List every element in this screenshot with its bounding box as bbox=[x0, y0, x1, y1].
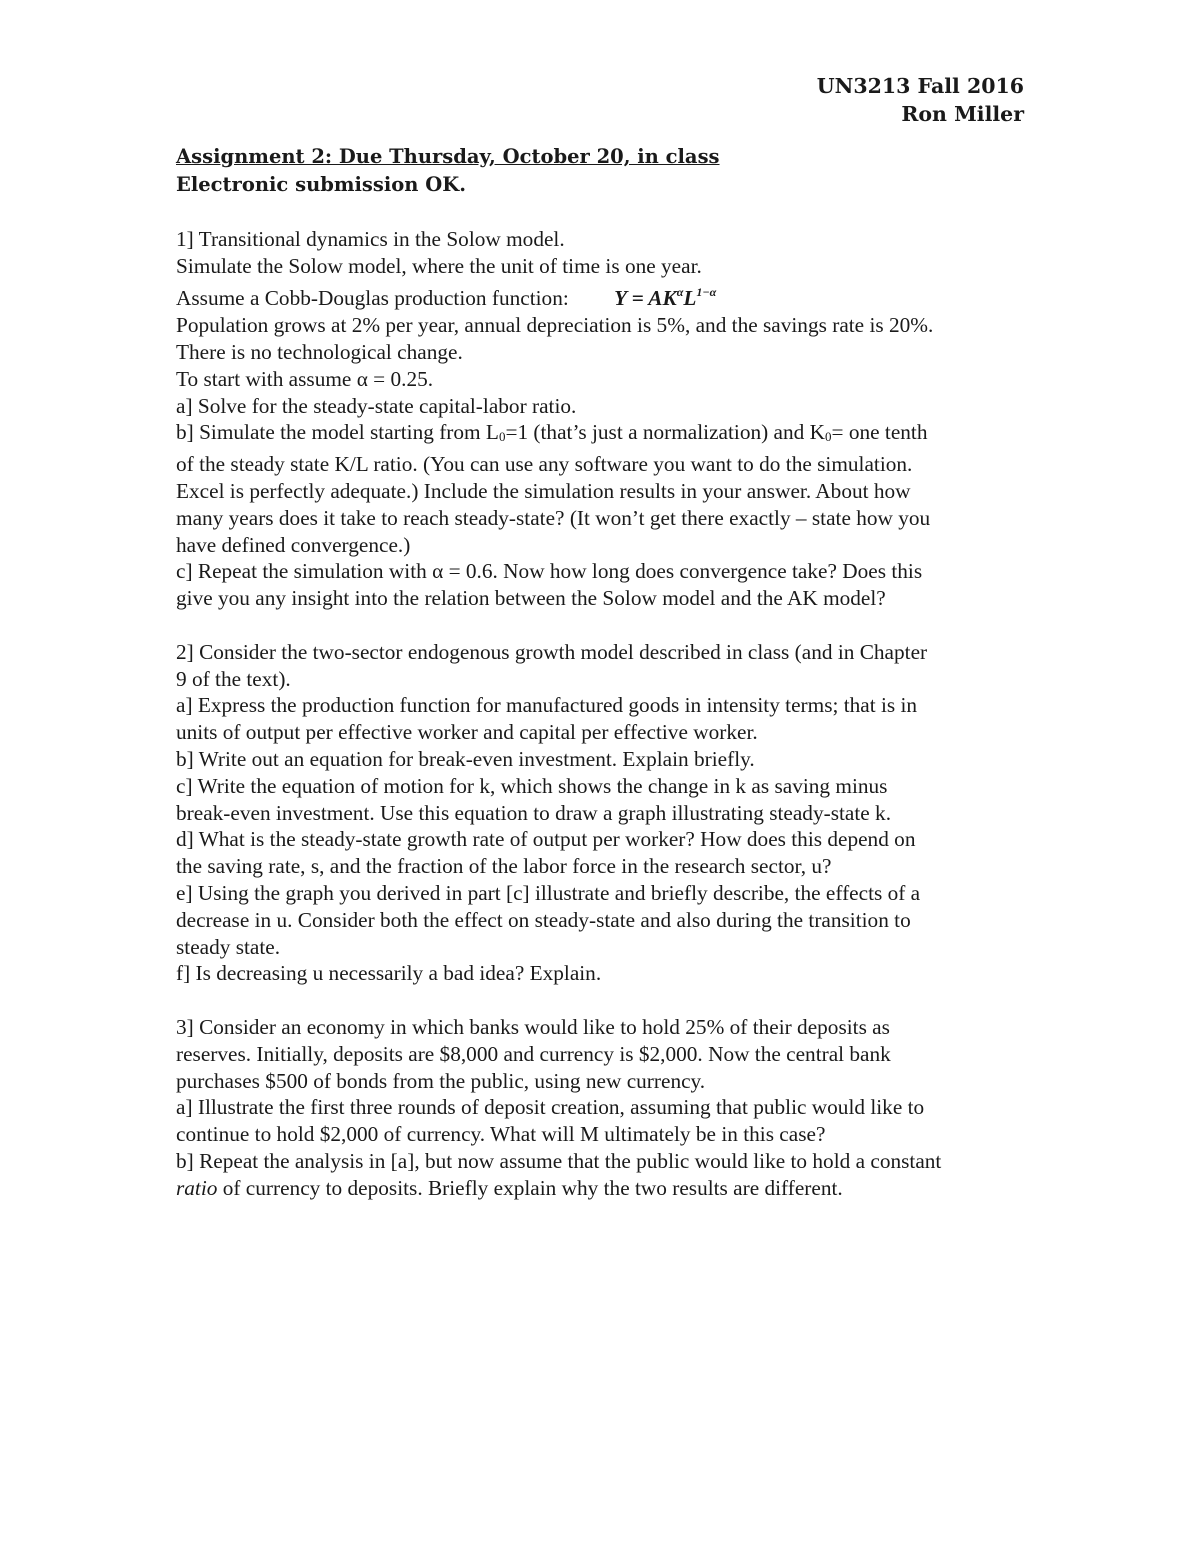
q2-part-f: f] Is decreasing u necessarily a bad idea? Explain. bbox=[176, 961, 602, 986]
q1-line: Population grows at 2% per year, annual depreciation is 5%, and the savings rate is 20%. bbox=[176, 313, 934, 338]
q3-line: purchases $500 of bonds from the public, using new currency. bbox=[176, 1068, 706, 1093]
q1-line: many years does it take to reach steady-state? (It won’t get there exactly – state how you bbox=[176, 505, 931, 530]
q2-line: break-even investment. Use this equation to draw a graph illustrating steady-state k. bbox=[176, 800, 892, 825]
q2-line: 9 of the text). bbox=[176, 666, 291, 691]
q2-part-b: b] Write out an equation for break-even investment. Explain briefly. bbox=[176, 746, 755, 771]
emphasis-ratio: ratio bbox=[176, 1175, 218, 1200]
subscript: 0 bbox=[498, 429, 506, 445]
q1-part-c: c] Repeat the simulation with α = 0.6. Now how long does convergence take? Does this bbox=[176, 559, 923, 584]
q1-line: of the steady state K/L ratio. (You can use any software you want to do the simulation. bbox=[176, 452, 913, 477]
course-label: UN3213 Fall 2016 bbox=[816, 74, 1024, 98]
assignment-title: Assignment 2: Due Thursday, October 20, in class bbox=[176, 145, 720, 168]
q1-formula-line bbox=[176, 279, 1036, 312]
submission-note: Electronic submission OK. bbox=[176, 173, 466, 196]
spacer bbox=[176, 612, 1036, 639]
q1-part-b-text: =1 (that’s just a normalization) and K bbox=[505, 420, 825, 445]
header-block bbox=[817, 72, 1024, 128]
question-3 bbox=[176, 1014, 1036, 1202]
q1-line: Excel is perfectly adequate.) Include the simulation results in your answer. About how bbox=[176, 478, 911, 503]
question-2 bbox=[176, 639, 1036, 987]
cobb-douglas-formula bbox=[614, 286, 716, 310]
q3-line-text: of currency to deposits. Briefly explain why the two results are different. bbox=[217, 1175, 843, 1200]
q1-line: There is no technological change. bbox=[176, 339, 463, 364]
q1-part-b bbox=[176, 419, 1036, 451]
formula-exponent-alpha: α bbox=[676, 285, 684, 300]
q3-line bbox=[176, 1175, 1036, 1202]
q3-line: 3] Consider an economy in which banks would like to hold 25% of their deposits as bbox=[176, 1014, 890, 1039]
q2-line: the saving rate, s, and the fraction of the labor force in the research sector, u? bbox=[176, 854, 832, 879]
title-block bbox=[176, 143, 1036, 199]
q1-line: have defined convergence.) bbox=[176, 532, 411, 557]
q1-part-b-text: b] Simulate the model starting from L bbox=[176, 420, 499, 445]
formula-base: Y = AK bbox=[614, 286, 677, 311]
spacer bbox=[176, 199, 1036, 226]
q1-formula-intro: Assume a Cobb-Douglas production function: bbox=[176, 286, 569, 311]
q1-part-a: a] Solve for the steady-state capital-labor ratio. bbox=[176, 393, 577, 418]
q3-part-a: a] Illustrate the first three rounds of deposit creation, assuming that public would like to bbox=[176, 1095, 925, 1120]
q3-part-b: b] Repeat the analysis in [a], but now assume that the public would like to hold a constant bbox=[176, 1148, 942, 1173]
q2-line: steady state. bbox=[176, 934, 281, 959]
q1-line: Simulate the Solow model, where the unit of time is one year. bbox=[176, 253, 702, 278]
q2-line: decrease in u. Consider both the effect on steady-state and also during the transition to bbox=[176, 907, 911, 932]
q2-part-c: c] Write the equation of motion for k, which shows the change in k as saving minus bbox=[176, 773, 888, 798]
q2-part-a: a] Express the production function for manufactured goods in intensity terms; that is in bbox=[176, 693, 918, 718]
formula-labor: L bbox=[683, 286, 697, 311]
subscript: 0 bbox=[825, 429, 832, 445]
q2-line: 2] Consider the two-sector endogenous growth model described in class (and in Chapter bbox=[176, 639, 928, 664]
q1-line: To start with assume α = 0.25. bbox=[176, 366, 434, 391]
q2-part-e: e] Using the graph you derived in part [c] illustrate and briefly describe, the effects of a bbox=[176, 880, 921, 905]
instructor-name: Ron Miller bbox=[901, 102, 1024, 126]
q2-line: units of output per effective worker and capital per effective worker. bbox=[176, 720, 758, 745]
q1-part-b-text: = one tenth bbox=[831, 420, 928, 445]
question-1 bbox=[176, 226, 1036, 612]
assignment-body bbox=[176, 143, 1036, 1201]
formula-exponent-one-minus-alpha: 1−α bbox=[696, 285, 717, 300]
q3-line: reserves. Initially, deposits are $8,000 and currency is $2,000. Now the central bank bbox=[176, 1041, 891, 1066]
q2-part-d: d] What is the steady-state growth rate of output per worker? How does this depend on bbox=[176, 827, 916, 852]
spacer bbox=[176, 987, 1036, 1014]
q1-line: 1] Transitional dynamics in the Solow model. bbox=[176, 226, 565, 251]
q3-line: continue to hold $2,000 of currency. What will M ultimately be in this case? bbox=[176, 1122, 826, 1147]
q1-line: give you any insight into the relation between the Solow model and the AK model? bbox=[176, 586, 886, 611]
